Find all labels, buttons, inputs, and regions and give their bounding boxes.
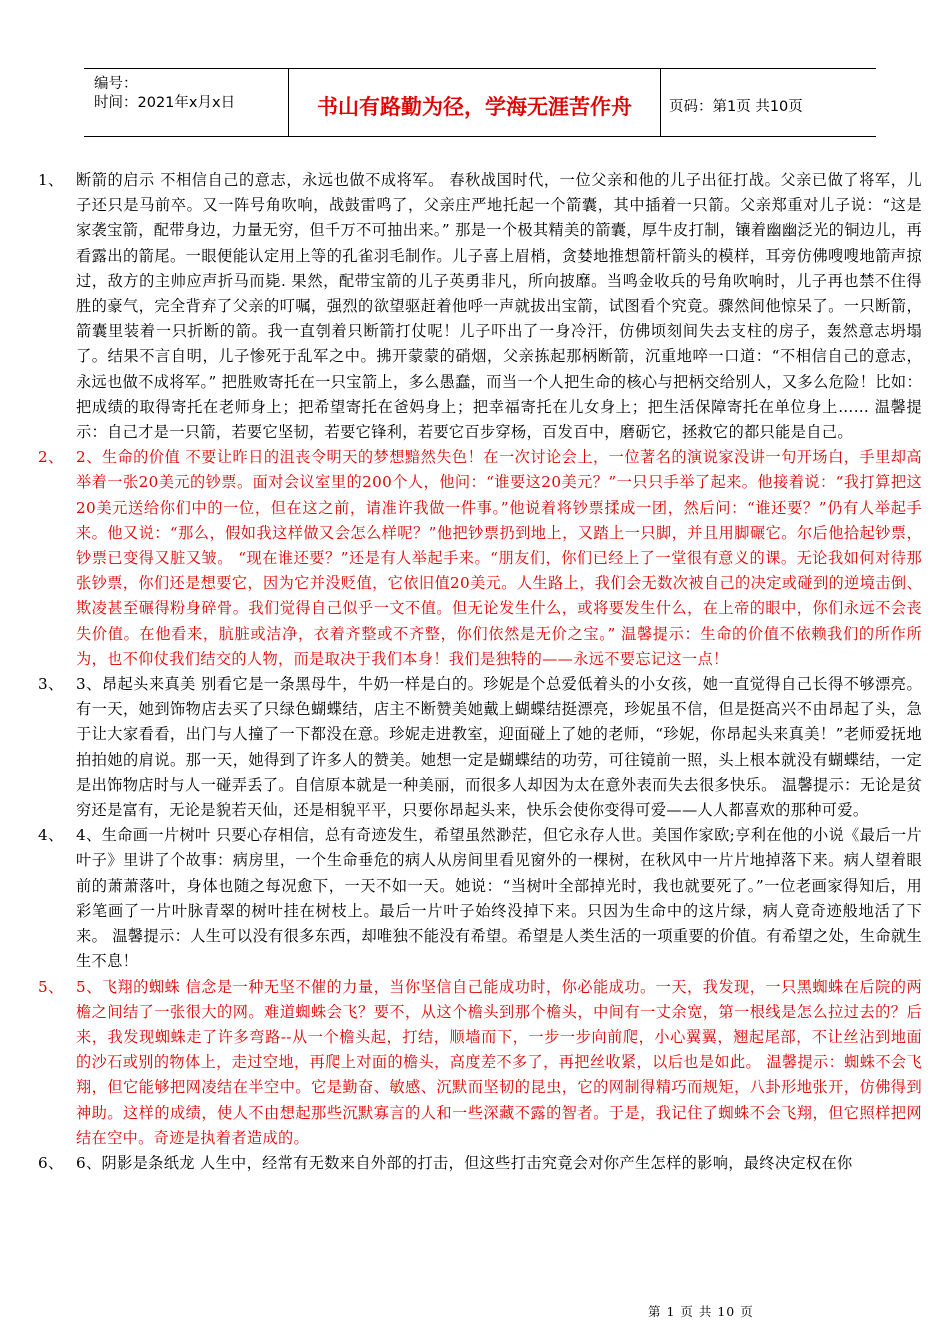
page-header bbox=[84, 68, 876, 137]
page-footer: 第 1 页 共 10 页 bbox=[648, 1304, 754, 1319]
header-info bbox=[84, 69, 288, 136]
paragraph-1 bbox=[38, 168, 922, 445]
paragraph-number: 3、 bbox=[38, 675, 64, 694]
paragraph-3 bbox=[38, 672, 922, 823]
body-content bbox=[38, 168, 922, 1176]
paragraph-text: 5、飞翔的蜘蛛 信念是一种无坚不催的力量，当你坚信自己能成功时，你必能成功。一天，我发现，一只黑蜘蛛在后院的两檐之间结了一张很大的网。难道蜘蛛会飞？要不，从这个檐头到那个檐头，中间有一丈余宽，第一根线是怎么拉过去的？后来，我发现蜘蛛走了许多弯路--从一个檐头起，打结，顺墙而下，一步一步向前爬，小心翼翼，翘起尾部，不让丝沾到地面的沙石或别的物体上，走过空地，再爬上对面的檐头，高度差不多了，再把丝收紧，以后也是如此。 温馨提示：蜘蛛不会飞翔，但它能够把网凌结在半空中。它是勤奋、敏感、沉默而坚韧的昆虫，它的网制得精巧而规矩，八卦形地张开，仿佛得到神助。这样的成绩，使人不由想起那些沉默寡言的人和一些深藏不露的智者。于是，我记住了蜘蛛不会飞翔，但它照样把网结在空中。奇迹是执着者造成的。 bbox=[76, 977, 922, 1147]
paragraph-2 bbox=[38, 445, 922, 672]
paragraph-text: 断箭的启示 不相信自己的意志，永远也做不成将军。 春秋战国时代，一位父亲和他的儿子出征打战。父亲已做了将军，儿子还只是马前卒。又一阵号角吹响，战鼓雷鸣了，父亲庄严地托起一个箭囊，其中插着一只箭。父亲郑重对儿子说：“这是家袭宝箭，配带身边，力量无穷，但千万不可抽出来。” 那是一个极其精美的箭囊，厚牛皮打制，镶着幽幽泛光的铜边儿，再看露出的箭尾。一眼便能认定用上等的孔雀羽毛制作。儿子喜上眉梢，贪婪地推想箭杆箭头的模样，耳旁仿佛嗖嗖地箭声掠过，敌方的主帅应声折马而毙. 果然，配带宝箭的儿子英勇非凡，所向披靡。当鸣金收兵的号角吹响时，儿子再也禁不住得胜的豪气，完全背弃了父亲的叮嘱，强烈的欲望驱赶着他呼一声就拔出宝箭，试图看个究竟。骤然间他惊呆了。一只断箭，箭囊里装着一只折断的箭。我一直刳着只断箭打仗呢！儿子吓出了一身冷汗，仿佛顷刻间失去支柱的房子，轰然意志坍塌了。结果不言自明，儿子惨死于乱军之中。拂开蒙蒙的硝烟，父亲拣起那柄断箭，沉重地啐一口道：“不相信自己的意志，永远也做不成将军。” 把胜败寄托在一只宝箭上，多么愚蠢，而当一个人把生命的核心与把柄交给别人，又多么危险！比如：把成绩的取得寄托在老师身上；把希望寄托在爸妈身上；把幸福寄托在儿女身上；把生活保障寄托在单位身上…… 温馨提示：自己才是一只箭，若要它坚韧，若要它锋利，若要它百步穿杨，百发百中，磨砺它，拯救它的都只能是自己。 bbox=[76, 171, 922, 442]
paragraph-text: 3、昂起头来真美 别看它是一条黑母牛，牛奶一样是白的。珍妮是个总爱低着头的小女孩，她一直觉得自己长得不够漂亮。有一天，她到饰物店去买了只绿色蝴蝶结，店主不断赞美她戴上蝴蝶结挺漂亮，珍妮虽不信，但是挺高兴不由昂起了头，急于让大家看看，出门与人撞了一下都没在意。珍妮走进教室，迎面碰上了她的老师，“珍妮，你昂起头来真美！”老师爱抚地拍拍她的肩说。那一天，她得到了许多人的赞美。她想一定是蝴蝶结的功劳，可往镜前一照，头上根本就没有蝴蝶结，一定是出饰物店时与人一碰弄丢了。自信原本就是一种美丽，而很多人却因为太在意外表而失去很多快乐。 温馨提示：无论是贫穷还是富有，无论是貌若天仙，还是相貌平平，只要你昂起头来，快乐会使你变得可爱——人人都喜欢的那种可爱。 bbox=[76, 675, 922, 820]
paragraph-4 bbox=[38, 823, 922, 974]
paragraph-number: 1、 bbox=[38, 171, 64, 189]
header-motto: 书山有路勤为径，学海无涯苦作舟 bbox=[288, 69, 661, 136]
paragraph-text: 4、生命画一片树叶 只要心存相信，总有奇迹发生，希望虽然渺茫，但它永存人世。美国作家欧;亨利在他的小说《最后一片叶子》里讲了个故事：病房里，一个生命垂危的病人从房间里看见窗外的一棵树，在秋风中一片片地掉落下来。病人望着眼前的萧萧落叶，身体也随之每况愈下，一天不如一天。她说：“当树叶全部掉光时，我也就要死了。”一位老画家得知后，用彩笔画了一片叶脉青翠的树叶挂在树枝上。最后一片叶子始终没掉下来。只因为生命中的这片绿，病人竟奇迹般地活了下来。 温馨提示：人生可以没有很多东西，却唯独不能没有希望。希望是人类生活的一项重要的价值。有希望之处，生命就生生不息！ bbox=[76, 826, 922, 971]
paragraph-6 bbox=[38, 1151, 922, 1176]
paragraph-number: 4、 bbox=[38, 826, 64, 845]
paragraph-5 bbox=[38, 975, 922, 1151]
paragraph-text: 6、阴影是条纸龙 人生中，经常有无数来自外部的打击，但这些打击究竟会对你产生怎样的影响，最终决定权在你 bbox=[76, 1153, 853, 1172]
paragraph-number: 5、 bbox=[38, 977, 64, 996]
header-page-label: 页码：第1页 共10页 bbox=[669, 99, 803, 115]
paragraph-number: 2、 bbox=[38, 448, 64, 467]
paragraph-text: 2、生命的价值 不要让昨日的沮丧令明天的梦想黯然失色！在一次讨论会上，一位著名的演说家没讲一句开场白，手里却高举着一张20美元的钞票。面对会议室里的200个人，他问：“谁要这20美元？”一只只手举了起来。他接着说：“我打算把这20美元送给你们中的一位，但在这之前，请准许我做一件事。”他说着将钞票揉成一团，然后问：“谁还要？”仍有人举起手来。他又说：“那么，假如我这样做又会怎么样呢？”他把钞票扔到地上，又踏上一只脚，并且用脚碾它。尔后他拾起钞票，钞票已变得又脏又皱。 “现在谁还要？”还是有人举起手来。“朋友们，你们已经上了一堂很有意义的课。无论我如何对待那张钞票，你们还是想要它，因为它并没贬值，它依旧值20美元。人生路上，我们会无数次被自己的决定或碰到的逆境击倒、欺凌甚至碾得粉身碎骨。我们觉得自己似乎一文不值。但无论发生什么，或将要发生什么，在上帝的眼中，你们永远不会丧失价值。在他看来，肮脏或洁净，衣着齐整或不齐整，你们依然是无价之宝。” 温馨提示：生命的价值不依赖我们的所作所为，也不仰仗我们结交的人物，而是取决于我们本身！我们是独特的——永远不要忘记这一点！ bbox=[76, 448, 922, 668]
paragraph-number: 6、 bbox=[38, 1153, 64, 1172]
code-label: 编号： bbox=[94, 76, 138, 92]
time-label: 时间：2021年x月x日 bbox=[94, 95, 236, 111]
